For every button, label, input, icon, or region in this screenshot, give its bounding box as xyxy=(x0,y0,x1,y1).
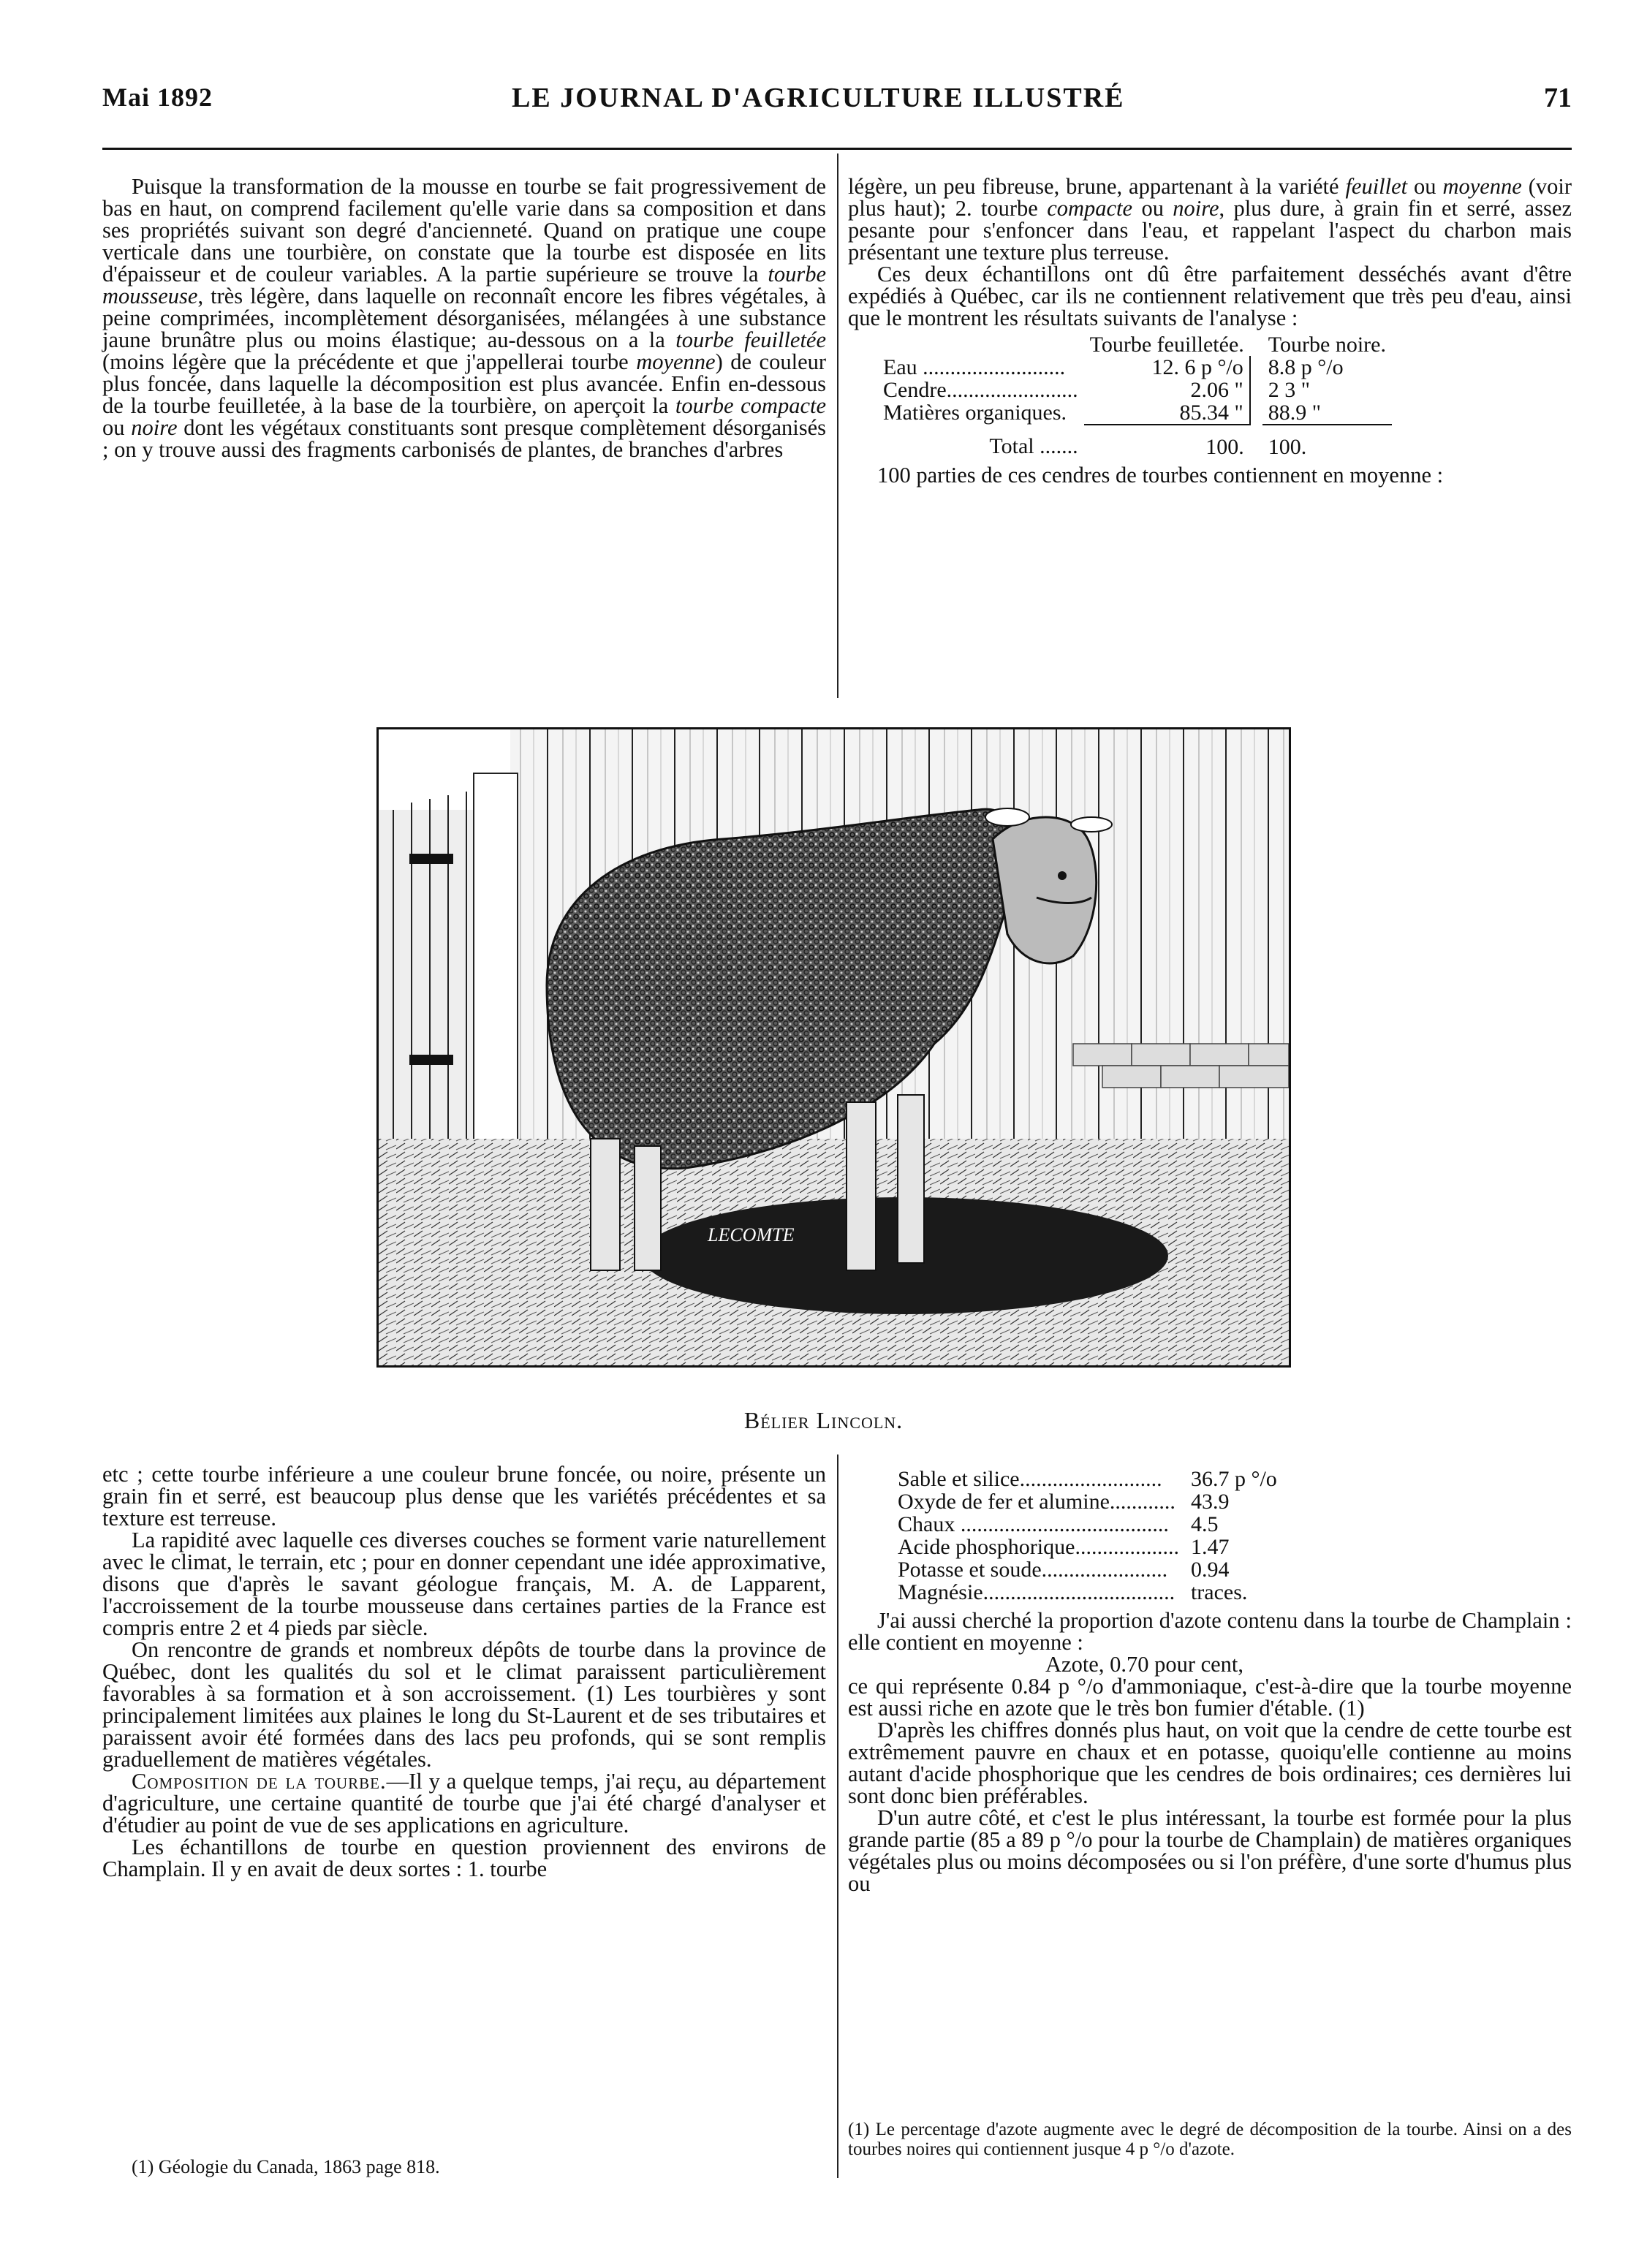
footnote: (1) Géologie du Canada, 1863 page 818. xyxy=(132,2156,440,2177)
table-row: Magnésie................................... traces. xyxy=(898,1580,1248,1604)
table-row: Eau .......................... 12. 6 p °/o 8.8 p °/o xyxy=(883,355,1344,379)
table-row: Acide phosphorique................... 1.47 xyxy=(898,1535,1230,1559)
azote-value: Azote, 0.70 pour cent, xyxy=(1045,1652,1244,1677)
table-row: Potasse et soude....................... 0.94 xyxy=(898,1558,1230,1582)
paragraph: légère, un peu fibreuse, brune, appartenant à la variété feuillet ou moyenne (voir plus haut); 2. tourbe compacte ou noire, plus dure, à grain fin et serré, assez pesante pour s'enfoncer dans l'eau, et rappelant l'aspect du charbon mais présentant une texture plus terreuse. xyxy=(848,174,1572,265)
paragraph: J'ai aussi cherché la proportion d'azote contenu dans la tourbe de Champlain : elle contient en moyenne : xyxy=(848,1608,1572,1655)
journal-title: LE JOURNAL D'AGRICULTURE ILLUSTRÉ xyxy=(512,83,1125,113)
paragraph: Composition de la tourbe.—Il y a quelque temps, j'ai reçu, au département d'agriculture, une certaine quantité de tourbe que j'ai été chargé d'analyser et d'étudier au point de vue de ses applications en agriculture. xyxy=(102,1769,826,1837)
footnote: (1) Le percentage d'azote augmente avec le degré de décomposition de la tourbe. Ainsi on a des tourbes noires qui contiennent jusque 4 p °/o d'azote. xyxy=(848,2120,1572,2159)
column-bottom-right xyxy=(848,1463,1572,1895)
gate-hinge xyxy=(409,854,453,864)
gate-hinge xyxy=(409,1055,453,1065)
header-date: Mai 1892 xyxy=(102,83,213,112)
column-bottom-left xyxy=(102,1463,826,1880)
ash-composition-table xyxy=(892,1468,1283,1604)
table-total-row: Total ....... 100. 100. xyxy=(877,425,1392,458)
table-row: Matières organiques. 85.34 " 88.9 " xyxy=(883,401,1322,425)
paragraph: Ces deux échantillons ont dû être parfaitement desséchés avant d'être expédiés à Québec, car ils ne contiennent relativement que très peu d'eau, ainsi que le montrent les résultats suivants de l'analyse : xyxy=(848,262,1572,330)
column-top-left xyxy=(102,175,826,460)
column-divider-top xyxy=(837,153,838,698)
section-heading: Composition de la tourbe. xyxy=(132,1769,387,1794)
table-header: Tourbe noire. xyxy=(1268,333,1386,357)
figure-caption: Bélier Lincoln. xyxy=(743,1407,904,1433)
paragraph: 100 parties de ces cendres de tourbes contiennent en moyenne : xyxy=(877,463,1444,488)
paragraph: La rapidité avec laquelle ces diverses couches se forment varie naturellement avec le climat, le terrain, etc ; pour en donner cependant une idée approximative, disons que d'après le savant géologue français, M. A. de Lapparent, l'accroissement de la tourbe mousseuse dans certaines parties de la France est compris entre 2 et 4 pieds par siècle. xyxy=(102,1528,826,1640)
brick-wall xyxy=(1073,1044,1289,1088)
column-divider-bottom xyxy=(837,1455,838,2178)
paragraph: D'un autre côté, et c'est le plus intéressant, la tourbe est formée pour la plus grande partie (85 a 89 p °/o pour la tourbe de Champlain) de matières organiques végétales plus ou moins décomposées ou si l'on préfère, d'une sorte d'humus plus ou xyxy=(848,1805,1572,1896)
page-number: 71 xyxy=(1544,83,1572,113)
peat-analysis-table xyxy=(877,333,1392,458)
paragraph: etc ; cette tourbe inférieure a une couleur brune foncée, ou noire, présente un grain fin et serré, est beaucoup plus dense que les variétés précédentes et sa texture est terreuse. xyxy=(102,1462,826,1531)
table-row: Chaux ...................................... 4.5 xyxy=(898,1512,1219,1536)
paragraph: Puisque la transformation de la mousse en tourbe se fait progressivement de bas en haut, on comprend facilement qu'elle varie dans sa composition et dans ses propriétés suivant son degré d'ancienneté. Quand on pratique une coupe verticale dans une tourbière, on constate que la tourbe est disposée en lits d'épaisseur et de couleur variables. A la partie supérieure se trouve la tourbe mousseuse, très légère, dans laquelle on reconnaît encore les fibres végétales, à peine comprimées, incomplètement désorganisées, mélangées à une substance jaune brunâtre plus ou moins élastique; au-dessous on a la tourbe feuilletée (moins légère que la précédente et que j'appellerai tourbe moyenne) de couleur plus foncée, dans laquelle la décomposition est plus avancée. Enfin en-dessous de la tourbe feuilletée, à la base de la tourbière, on aperçoit la tourbe compacte ou noire dont les végétaux constituants sont presque complètement désorganisés ; on y trouve aussi des fragments carbonisés de plantes, de branches d'arbres xyxy=(102,174,827,462)
paragraph: ce qui représente 0.84 p °/o d'ammoniaque, c'est-à-dire que la tourbe moyenne est aussi riche en azote que le très bon fumier d'étable. (1) xyxy=(848,1674,1572,1721)
engraver-signature: LECOMTE xyxy=(708,1224,795,1245)
lincoln-ram-illustration xyxy=(379,729,1289,1365)
paragraph: D'après les chiffres donnés plus haut, on voit que la cendre de cette tourbe est extrêmement pauvre en chaux et en potasse, quoiqu'elle contienne au moins autant d'acide phosphorique que les cendres de bois ordinaires; ces dernières lui sont donc bien préférables. xyxy=(848,1718,1572,1808)
header-rule xyxy=(102,148,1572,150)
table-header: Tourbe feuilletée. xyxy=(1089,333,1244,357)
paragraph: Les échantillons de tourbe en question proviennent des environs de Champlain. Il y en avait de deux sortes : 1. tourbe xyxy=(102,1835,826,1881)
table-row: Oxyde de fer et alumine............ 43.9 xyxy=(898,1490,1230,1514)
paragraph: On rencontre de grands et nombreux dépôts de tourbe dans la province de Québec, dont les qualités du sol et le climat paraissent particulièrement favorables à sa formation et à son accroissement. (1) Les tourbières y sont principalement limitées aux plaines le long du St-Laurent et de ses tributaires et paraissent avoir été formées dans des lacs peu profonds, qui se sont remplis graduellement de matières végétales. xyxy=(102,1637,826,1772)
page-header xyxy=(102,82,1572,126)
table-row: Sable et silice.......................... 36.7 p °/o xyxy=(898,1467,1277,1491)
ram-engraving xyxy=(376,727,1291,1368)
table-row: Cendre........................ 2.06 " 2 3 " xyxy=(883,378,1311,402)
column-top-right xyxy=(848,175,1572,486)
